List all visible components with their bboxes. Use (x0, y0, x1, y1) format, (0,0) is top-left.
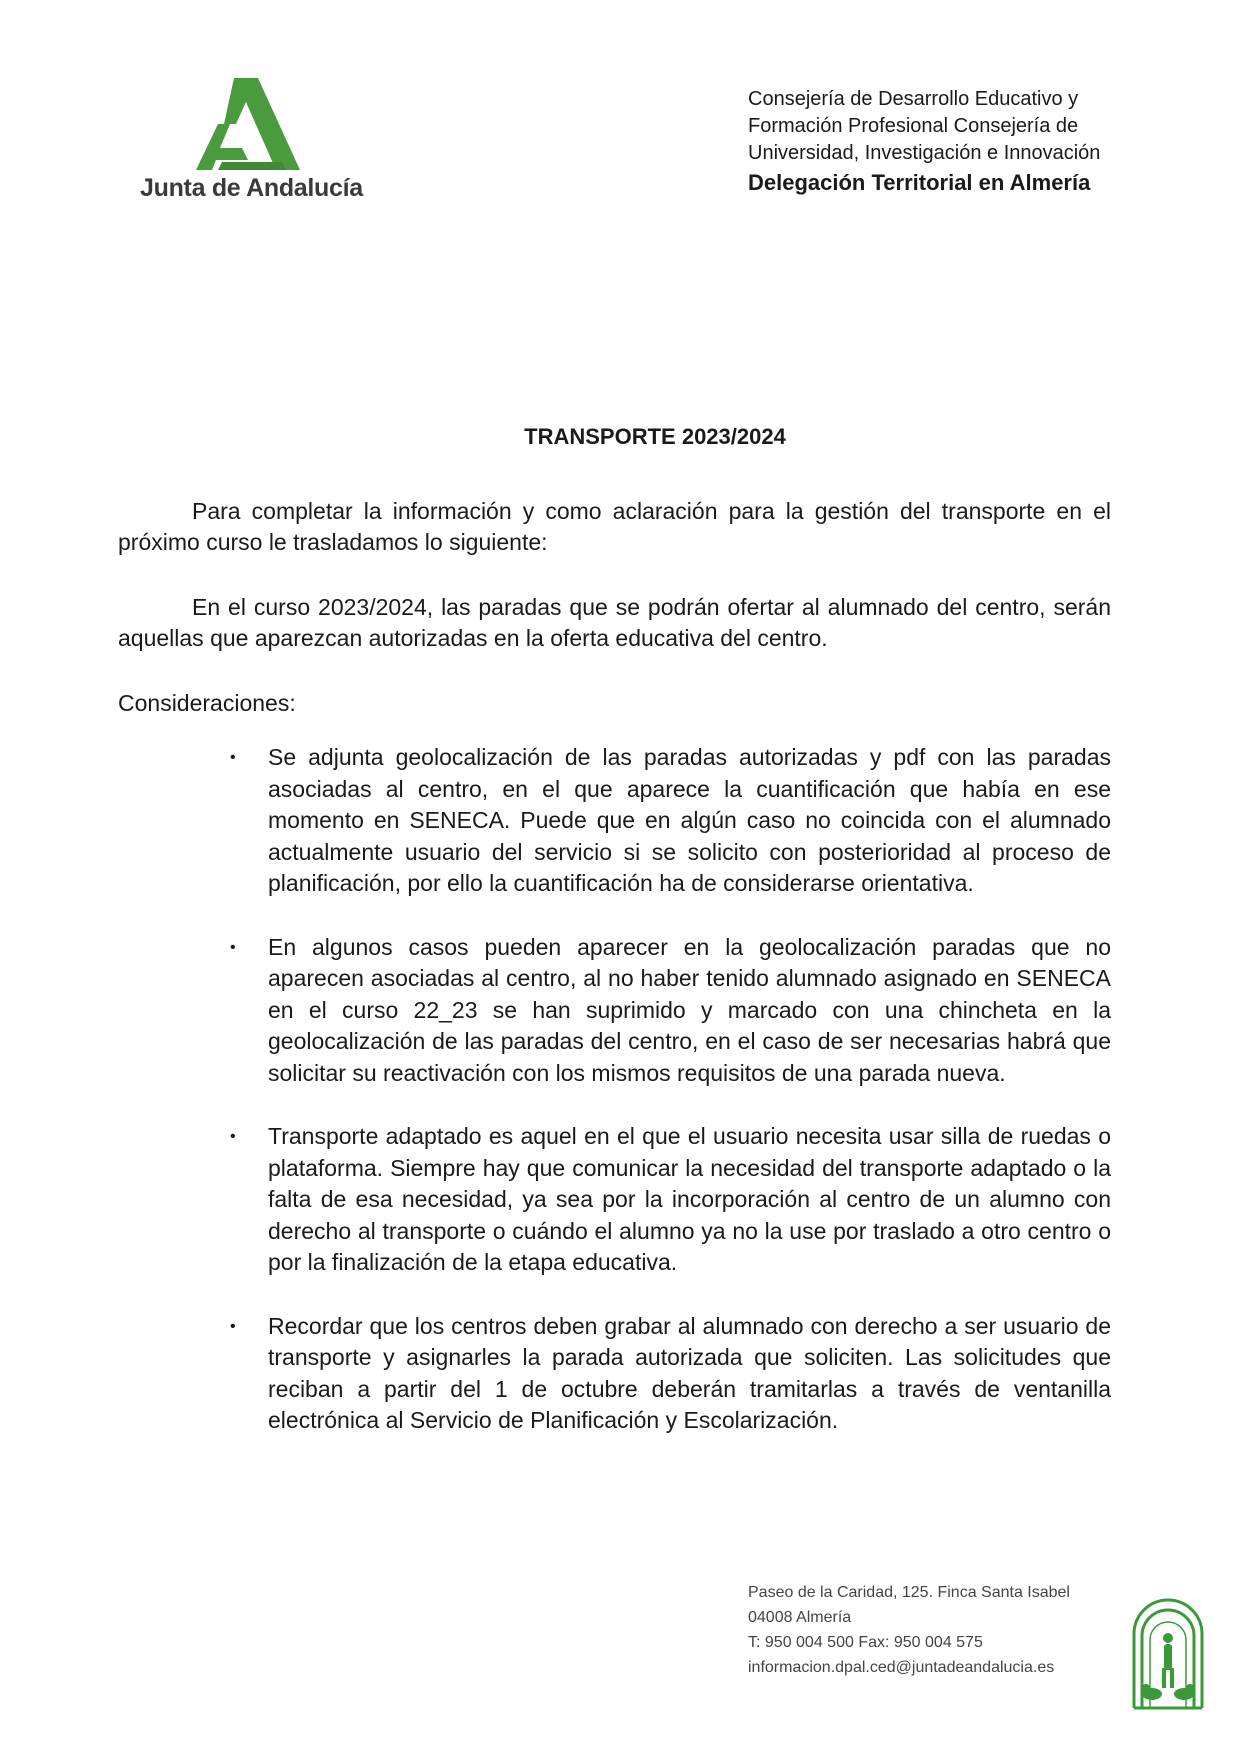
logo-text: Junta de Andalucía (140, 174, 363, 202)
bullet-icon: • (230, 749, 236, 766)
list-item (226, 932, 1111, 1090)
consideraciones-list (226, 742, 1111, 1469)
city-line: 04008 Almería (748, 1609, 852, 1626)
junta-logo (140, 78, 370, 208)
consideraciones-label: Consideraciones: (118, 690, 296, 716)
bullet-icon: • (230, 1317, 236, 1335)
intro-paragraph: Para completar la información y como aclaración para la gestión del transporte en el próximo curso le trasladamos lo siguiente: (118, 498, 1111, 555)
delegacion-title: Delegación Territorial en Almería (748, 170, 1091, 195)
consejeria-line-1: Consejería de Desarrollo Educativo y (748, 88, 1079, 110)
footer-address (748, 1580, 1070, 1680)
bullet-icon: • (230, 938, 236, 956)
paradas-paragraph: En el curso 2023/2024, las paradas que se podrán ofertar al alumnado del centro, serán aquellas que aparezcan autorizadas en la oferta educativa del centro. (118, 594, 1111, 651)
email-line: informacion.dpal.ced@juntadeandalucia.es (748, 1659, 1055, 1676)
bullet-text: En algunos casos pueden aparecer en la geolocalización paradas que no aparecen asociadas al centro, al no haber tenido alumnado asignado en SENECA en el curso 22_23 se han suprimido y marcado con una chincheta en la geolocalización de las paradas del centro, en el caso de ser necesarias habrá que solicitar su reactivación con los mismos requisitos de una parada nueva. (268, 933, 1111, 1086)
junta-a-icon (196, 78, 306, 170)
phone-line: T: 950 004 500 Fax: 950 004 575 (748, 1634, 983, 1651)
list-item (226, 1121, 1111, 1279)
andalucia-seal-icon (1128, 1590, 1208, 1715)
list-item (226, 1311, 1111, 1437)
bullet-icon: • (230, 1128, 236, 1145)
consejeria-line-2: Formación Profesional Consejería de (748, 115, 1079, 137)
list-item (226, 742, 1111, 900)
bullet-text: Recordar que los centros deben grabar al alumnado con derecho a ser usuario de transporte y asignarles la parada autorizada que soliciten. Las solicitudes que reciban a partir del 1 de octubre deberán tramitarlas a través de ventanilla electrónica al Servicio de Planificación y Escolarización. (268, 1312, 1111, 1433)
bullet-text: Se adjunta geolocalización de las paradas autorizadas y pdf con las paradas asociadas al centro, en el que aparece la cuantificación que había en ese momento en SENECA. Puede que en algún caso no coincida con el alumnado actualmente usuario del servicio si se solicito con posterioridad al proceso de planificación, por ello la cuantificación ha de considerarse orientativa. (268, 744, 1111, 896)
address-line: Paseo de la Caridad, 125. Finca Santa Isabel (748, 1584, 1070, 1601)
bullet-text: Transporte adaptado es aquel en el que el usuario necesita usar silla de ruedas o plataforma. Siempre hay que comunicar la necesidad del transporte adaptado o la falta de esa necesidad, ya sea por la incorporación al centro de un alumno con derecho al transporte o cuándo el alumno ya no la use por traslado a otro centro o por la finalización de la etapa educativa. (268, 1123, 1111, 1275)
header-organization (748, 86, 1168, 196)
consejeria-line-3: Universidad, Investigación e Innovación (748, 142, 1101, 164)
document-title: TRANSPORTE 2023/2024 (524, 424, 786, 449)
